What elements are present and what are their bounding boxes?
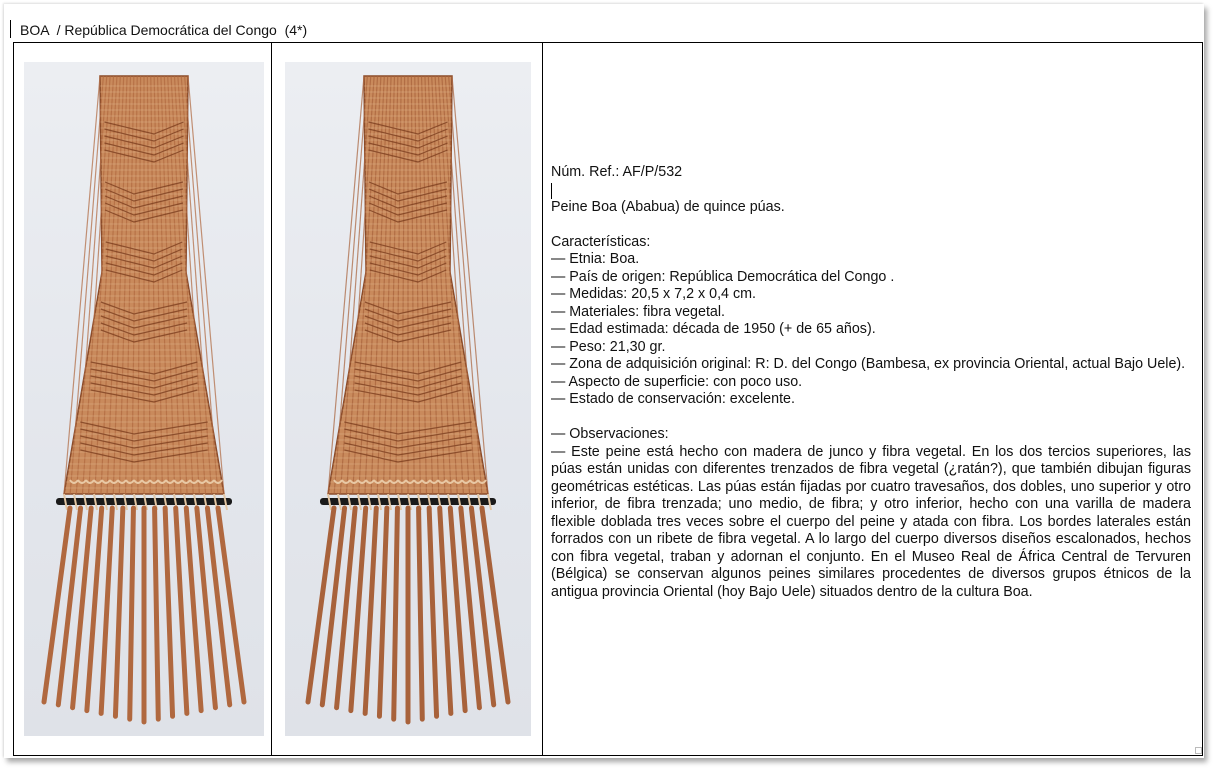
catalog-table — [13, 42, 1203, 756]
comb-illustration-front — [24, 62, 264, 736]
comb-tooth — [429, 508, 436, 716]
comb-tooth — [308, 508, 334, 702]
comb-tooth — [165, 508, 172, 716]
comb-tooth — [394, 508, 398, 719]
comb-tooth — [155, 508, 159, 719]
comb-illustration-back — [285, 62, 531, 736]
page-title: BOA / República Democrática del Congo (4*) — [20, 22, 308, 38]
description-cell — [543, 43, 1202, 755]
comb-tooth — [115, 508, 122, 716]
comb-tooth — [44, 508, 70, 702]
title-cursor-mark — [10, 20, 11, 38]
description-text[interactable] — [551, 164, 1191, 601]
comb-tooth — [482, 508, 508, 702]
feature-item: — Materiales: fibra vegetal. — [551, 303, 726, 320]
comb-tooth — [130, 508, 134, 719]
photo-cell-front — [14, 43, 272, 755]
comb-photo-front — [24, 62, 264, 736]
comb-photo-back — [285, 62, 531, 736]
photo-cell-back — [272, 43, 543, 755]
feature-item: — Peso: 21,30 gr. — [551, 338, 666, 355]
comb-tooth — [365, 508, 376, 713]
feature-item: — País de origen: República Democrática del Congo . — [551, 268, 895, 285]
feature-item: — Edad estimada: década de 1950 (+ de 65 años). — [551, 321, 876, 337]
feature-item: — Estado de conservación: excelente. — [551, 391, 795, 407]
feature-item: — Zona de adquisición original: R: D. del Congo (Bambesa, ex provincia Oriental, actual Bajo Uele). — [551, 356, 1186, 372]
comb-tooth — [440, 508, 451, 713]
comb-tooth — [176, 508, 187, 713]
document-page — [4, 4, 1204, 758]
comb-tooth — [379, 508, 386, 716]
feature-item: — Etnia: Boa. — [551, 251, 640, 267]
comb-tooth — [101, 508, 112, 713]
page-corner-mark — [1195, 747, 1202, 754]
observations-heading: — Observaciones: — [551, 426, 669, 442]
text-cursor — [551, 183, 552, 199]
feature-item: — Aspecto de superficie: con poco uso. — [551, 373, 803, 390]
observations-body: — Este peine está hecho con madera de junco y fibra vegetal. En los dos tercios superiores, las púas están unidas con diferentes trenzados de fibra vegetal (¿ratán?), que también dibujan figuras geométricas estéticas. Las púas están fijadas por cuatro travesaños, dos dobles, uno superior y otro inferior, de fibra trenzada; uno medio, de fibra; y otro inferior, hecho con una varilla de madera flexible doblada tres veces sobre el cuerpo del peine y atada con fibra. Los bordes laterales están forrados con un ribete de fibra vegetal. A lo largo del cuerpo diversos diseños escalonados, hechos con fibra vegetal, traban y adornan el conjunto. En el Museo Real de África Central de Tervuren (Bélgica) se conservan algunos peines similares procedentes de diversos grupos étnicos de la antigua provincia Oriental (hoy Bajo Uele) situados dentro de la cultura Boa. — [551, 443, 1191, 600]
comb-tooth — [419, 508, 423, 719]
summary-line: Peine Boa (Ababua) de quince púas. — [551, 198, 785, 215]
reference-number: Núm. Ref.: AF/P/532 — [551, 164, 683, 180]
features-heading: Características: — [551, 233, 651, 250]
feature-item: — Medidas: 20,5 x 7,2 x 0,4 cm. — [551, 286, 757, 302]
comb-tooth — [218, 508, 244, 702]
